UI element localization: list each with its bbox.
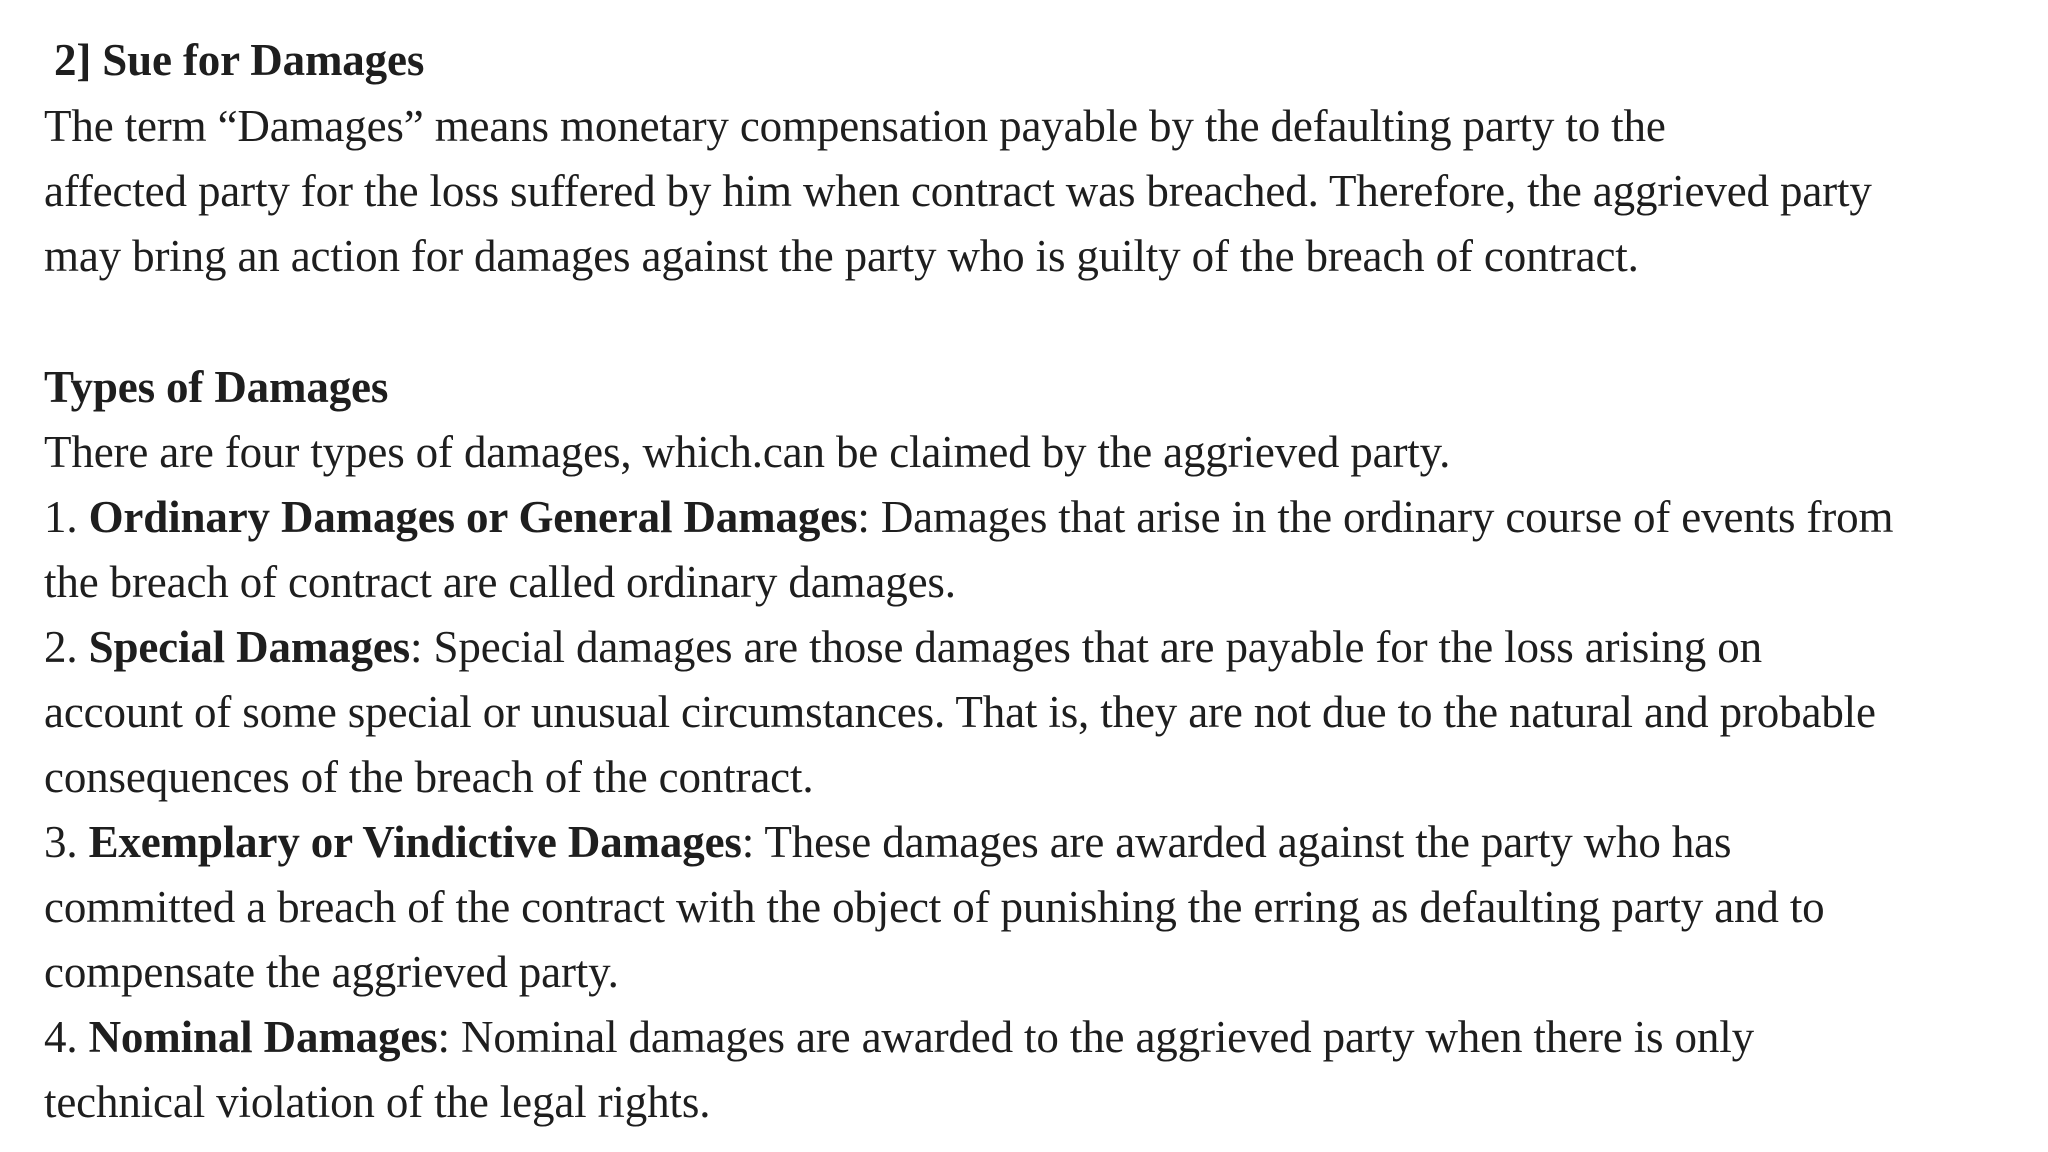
list-item-number: 3. — [44, 817, 78, 867]
intro-line-1: The term “Damages” means monetary compensation payable by the defaulting party to the — [44, 101, 1666, 151]
damage-type-term: Special Damages — [88, 622, 411, 672]
types-heading: Types of Damages — [44, 362, 389, 412]
list-item-number: 4. — [44, 1012, 78, 1062]
section-heading: 2] Sue for Damages — [54, 35, 425, 85]
list-item-3-first-line — [44, 815, 1731, 869]
types-intro: There are four types of damages, which.can be claimed by the aggrieved party. — [44, 427, 1451, 477]
intro-line-3: may bring an action for damages against the party who is guilty of the breach of contract. — [44, 231, 1639, 281]
list-item-2-line-3: consequences of the breach of the contract. — [44, 752, 814, 802]
list-item-text: : Special damages are those damages that are payable for the loss arising on — [410, 622, 1762, 672]
list-item-text: : These damages are awarded against the party who has — [741, 817, 1732, 867]
list-item-1-line-2: the breach of contract are called ordinary damages. — [44, 557, 956, 607]
list-item-4-line-2: technical violation of the legal rights. — [44, 1077, 711, 1127]
list-item-1-first-line — [44, 490, 1893, 544]
list-item-3-line-2: committed a breach of the contract with the object of punishing the erring as defaulting party and to — [44, 882, 1825, 932]
list-item-number: 2. — [44, 622, 78, 672]
list-item-text: : Damages that arise in the ordinary course of events from — [857, 492, 1894, 542]
list-item-text: : Nominal damages are awarded to the aggrieved party when there is only — [437, 1012, 1754, 1062]
list-item-2-line-2: account of some special or unusual circumstances. That is, they are not due to the natural and probable — [44, 687, 1876, 737]
damage-type-term: Nominal Damages — [88, 1012, 438, 1062]
list-item-2-first-line — [44, 620, 1762, 674]
damage-type-term: Exemplary or Vindictive Damages — [88, 817, 742, 867]
intro-line-2: affected party for the loss suffered by him when contract was breached. Therefore, the aggrieved party — [44, 166, 1872, 216]
damage-type-term: Ordinary Damages or General Damages — [88, 492, 858, 542]
list-item-number: 1. — [44, 492, 78, 542]
list-item-3-line-3: compensate the aggrieved party. — [44, 947, 619, 997]
list-item-4-first-line — [44, 1010, 1754, 1064]
